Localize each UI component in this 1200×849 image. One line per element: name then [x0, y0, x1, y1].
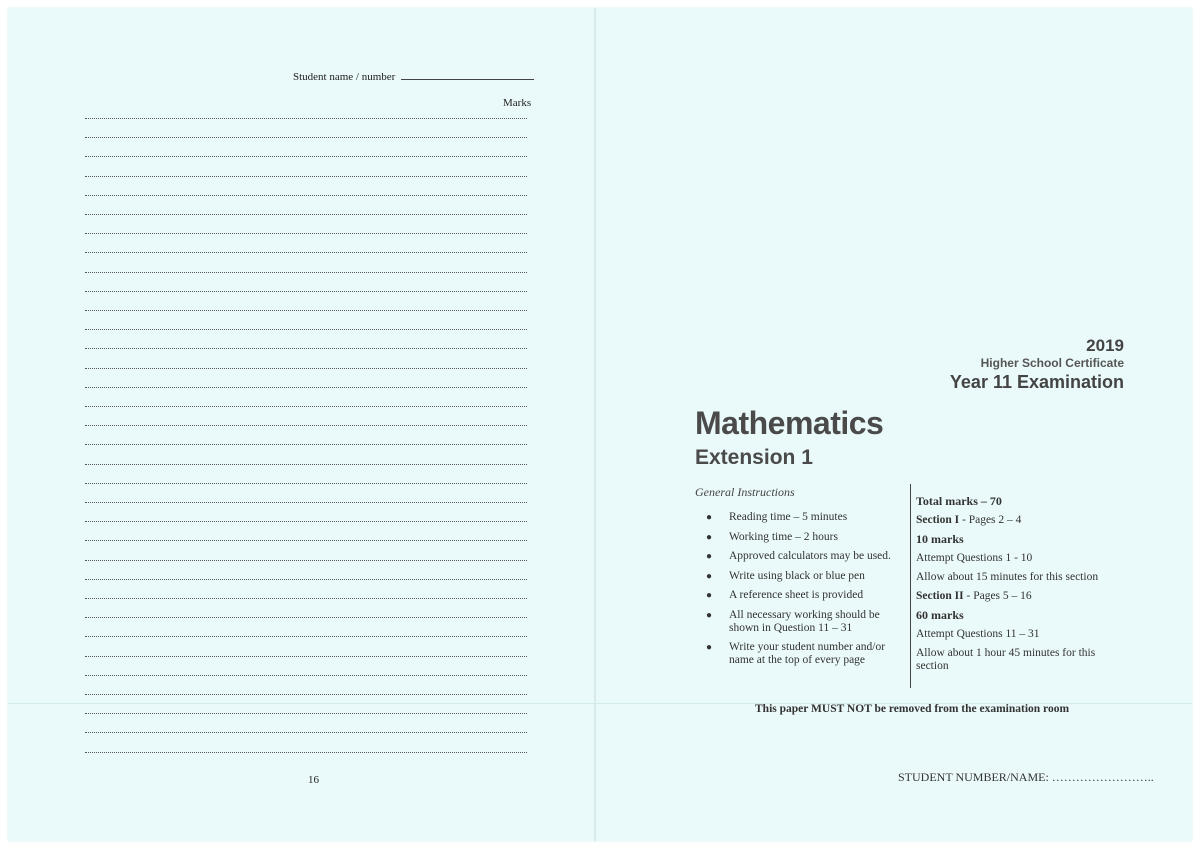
answer-line[interactable] — [85, 291, 527, 292]
section-1-marks: 10 marks — [916, 532, 964, 546]
exam-name: Year 11 Examination — [949, 372, 1124, 392]
answer-line[interactable] — [85, 176, 527, 177]
section-2-name: Section II — [916, 590, 964, 602]
student-name-label: Student name / number — [293, 71, 396, 83]
answer-line[interactable] — [85, 483, 527, 484]
answer-line[interactable] — [85, 214, 527, 215]
answer-line[interactable] — [85, 252, 527, 253]
section-1-time: Allow about 15 minutes for this section — [916, 571, 1099, 583]
answer-line[interactable] — [85, 329, 527, 330]
answer-line[interactable] — [85, 656, 527, 657]
instruction-item: ● Reading time – 5 minutes — [706, 511, 848, 523]
answer-line[interactable] — [85, 675, 527, 676]
answer-line[interactable] — [85, 598, 527, 599]
answer-line[interactable] — [85, 406, 527, 407]
answer-line[interactable] — [85, 233, 527, 234]
bullet-icon: ● — [706, 609, 713, 621]
certificate-name: Higher School Certificate — [980, 356, 1124, 370]
page-fold — [594, 8, 596, 841]
answer-line[interactable] — [85, 617, 527, 618]
bullet-icon: ● — [706, 531, 713, 543]
answer-line[interactable] — [85, 464, 527, 465]
answer-line[interactable] — [85, 137, 527, 138]
instruction-item: ● Write using black or blue pen — [706, 569, 865, 582]
summary-divider — [910, 484, 911, 688]
section-1-name: Section I — [916, 514, 960, 526]
instruction-item: ● Working time – 2 hours — [706, 530, 838, 543]
answer-line[interactable] — [85, 713, 527, 714]
student-number-field[interactable]: STUDENT NUMBER/NAME: …………………….. — [898, 770, 1154, 784]
answer-line[interactable] — [85, 348, 527, 349]
answer-line[interactable] — [85, 752, 527, 753]
section-2-attempt: Attempt Questions 11 – 31 — [916, 628, 1040, 640]
bullet-icon: ● — [706, 551, 713, 562]
instructions-title: General Instructions — [695, 485, 795, 499]
section-2-pages: - Pages 5 – 16 — [963, 590, 1032, 602]
page-number: 16 — [308, 774, 319, 786]
answer-line[interactable] — [85, 425, 527, 426]
answer-line[interactable] — [85, 310, 527, 311]
section-2-time: Allow about 1 hour 45 minutes for this section — [916, 647, 1096, 672]
subject-subtitle: Extension 1 — [695, 446, 813, 469]
answer-line[interactable] — [85, 156, 527, 157]
answer-line[interactable] — [85, 521, 527, 522]
instruction-item: ● A reference sheet is provided — [706, 589, 864, 601]
section-2-marks: 60 marks — [916, 608, 964, 622]
marks-label: Marks — [503, 97, 532, 109]
student-name-blank[interactable] — [401, 70, 534, 80]
answer-line[interactable] — [85, 540, 527, 541]
bullet-icon: ● — [706, 590, 713, 601]
marks-summary — [916, 495, 1111, 679]
exam-year: 2019 — [1086, 336, 1124, 355]
total-marks: Total marks – 70 — [916, 494, 1002, 508]
bullet-icon: ● — [706, 642, 713, 653]
answer-line[interactable] — [85, 118, 527, 119]
answer-line[interactable] — [85, 560, 527, 561]
instructions-list — [706, 511, 898, 674]
answer-line[interactable] — [85, 195, 527, 196]
bullet-icon: ● — [706, 512, 713, 523]
answer-line[interactable] — [85, 579, 527, 580]
instruction-item: ● Write your student number and/or name at the top of every page — [706, 641, 886, 666]
section-2-heading — [916, 590, 1111, 603]
instruction-item: ● Approved calculators may be used. — [706, 550, 891, 562]
answer-line[interactable] — [85, 272, 527, 273]
subject-title: Mathematics — [695, 405, 884, 441]
answer-line[interactable] — [85, 732, 527, 733]
instruction-item: ● All necessary working should be shown in Question 11 – 31 — [706, 608, 880, 634]
section-1-attempt: Attempt Questions 1 - 10 — [916, 552, 1033, 564]
answer-line[interactable] — [85, 502, 527, 503]
answer-line[interactable] — [85, 387, 527, 388]
answer-line[interactable] — [85, 368, 527, 369]
answer-line[interactable] — [85, 636, 527, 637]
bullet-icon: ● — [706, 570, 713, 582]
removal-notice: This paper MUST NOT be removed from the examination room — [755, 703, 1070, 715]
answer-line[interactable] — [85, 694, 527, 695]
section-1-pages: - Pages 2 – 4 — [959, 514, 1022, 526]
student-name-field — [293, 70, 534, 83]
answer-line[interactable] — [85, 444, 527, 445]
section-1-heading — [916, 514, 1111, 527]
